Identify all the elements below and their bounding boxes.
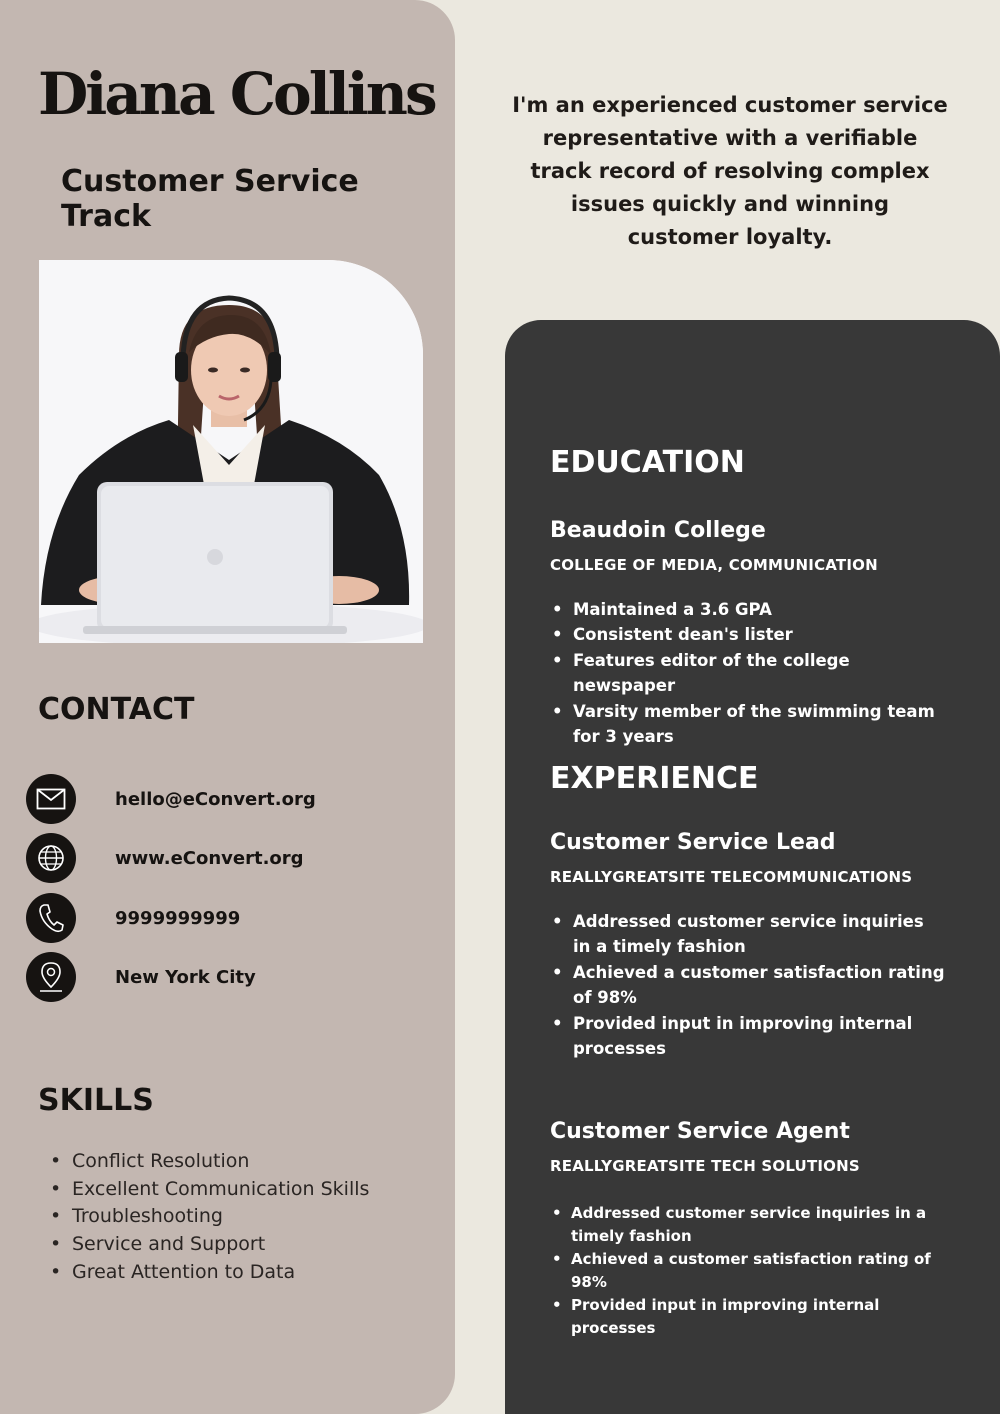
job-company: REALLYGREATSITE TELECOMMUNICATIONS [550, 868, 913, 886]
globe-icon [26, 833, 76, 883]
list-item: • Achieved a customer satisfaction rating of 98% [550, 960, 945, 1011]
profile-photo [39, 260, 423, 643]
skills-list [50, 1148, 369, 1287]
job-role: Customer Service Agent [550, 1119, 850, 1144]
list-item: • Provided input in improving internal processes [550, 1294, 955, 1340]
location-text: New York City [115, 966, 256, 988]
list-item: • Provided input in improving internal processes [550, 1011, 945, 1062]
job-bullets [550, 909, 945, 1061]
education-bullets [550, 597, 955, 749]
skill-item: • Service and Support [50, 1231, 369, 1259]
contact-location [26, 952, 256, 1002]
job-title: Customer Service Track [61, 164, 359, 234]
list-item: • Achieved a customer satisfaction rating of 98% [550, 1248, 955, 1294]
location-icon [26, 952, 76, 1002]
website-text[interactable]: www.eConvert.org [115, 847, 304, 869]
contact-email[interactable] [26, 774, 316, 824]
school-name: Beaudoin College [550, 518, 766, 543]
contact-website[interactable] [26, 833, 304, 883]
job-role: Customer Service Lead [550, 830, 836, 855]
mail-icon [26, 774, 76, 824]
skill-item: • Great Attention to Data [50, 1259, 369, 1287]
list-item: • Consistent dean's lister [550, 622, 955, 647]
skill-item: • Troubleshooting [50, 1203, 369, 1231]
list-item: • Addressed customer service inquiries in a timely fashion [550, 1202, 955, 1248]
education-heading: EDUCATION [550, 445, 745, 480]
job-bullets [550, 1202, 955, 1340]
list-item: • Varsity member of the swimming team for 3 years [550, 699, 955, 750]
list-item: • Addressed customer service inquiries in a timely fashion [550, 909, 945, 960]
profile-summary: I'm an experienced customer service representative with a verifiable track record of resolving complex issues quickly and winning customer loyalty. [512, 93, 948, 249]
skills-heading: SKILLS [38, 1083, 154, 1118]
list-item: • Features editor of the college newspaper [550, 648, 955, 699]
skill-item: • Excellent Communication Skills [50, 1176, 369, 1204]
list-item: • Maintained a 3.6 GPA [550, 597, 955, 622]
school-faculty: COLLEGE OF MEDIA, COMMUNICATION [550, 556, 878, 574]
skill-item: • Conflict Resolution [50, 1148, 369, 1176]
email-text[interactable]: hello@eConvert.org [115, 788, 316, 810]
job-company: REALLYGREATSITE TECH SOLUTIONS [550, 1157, 860, 1175]
contact-heading: CONTACT [38, 692, 195, 727]
phone-icon [26, 893, 76, 943]
resume-name: Diana Collins [38, 60, 435, 128]
experience-heading: EXPERIENCE [550, 761, 759, 796]
phone-text[interactable]: 9999999999 [115, 907, 241, 929]
contact-phone[interactable] [26, 893, 240, 943]
